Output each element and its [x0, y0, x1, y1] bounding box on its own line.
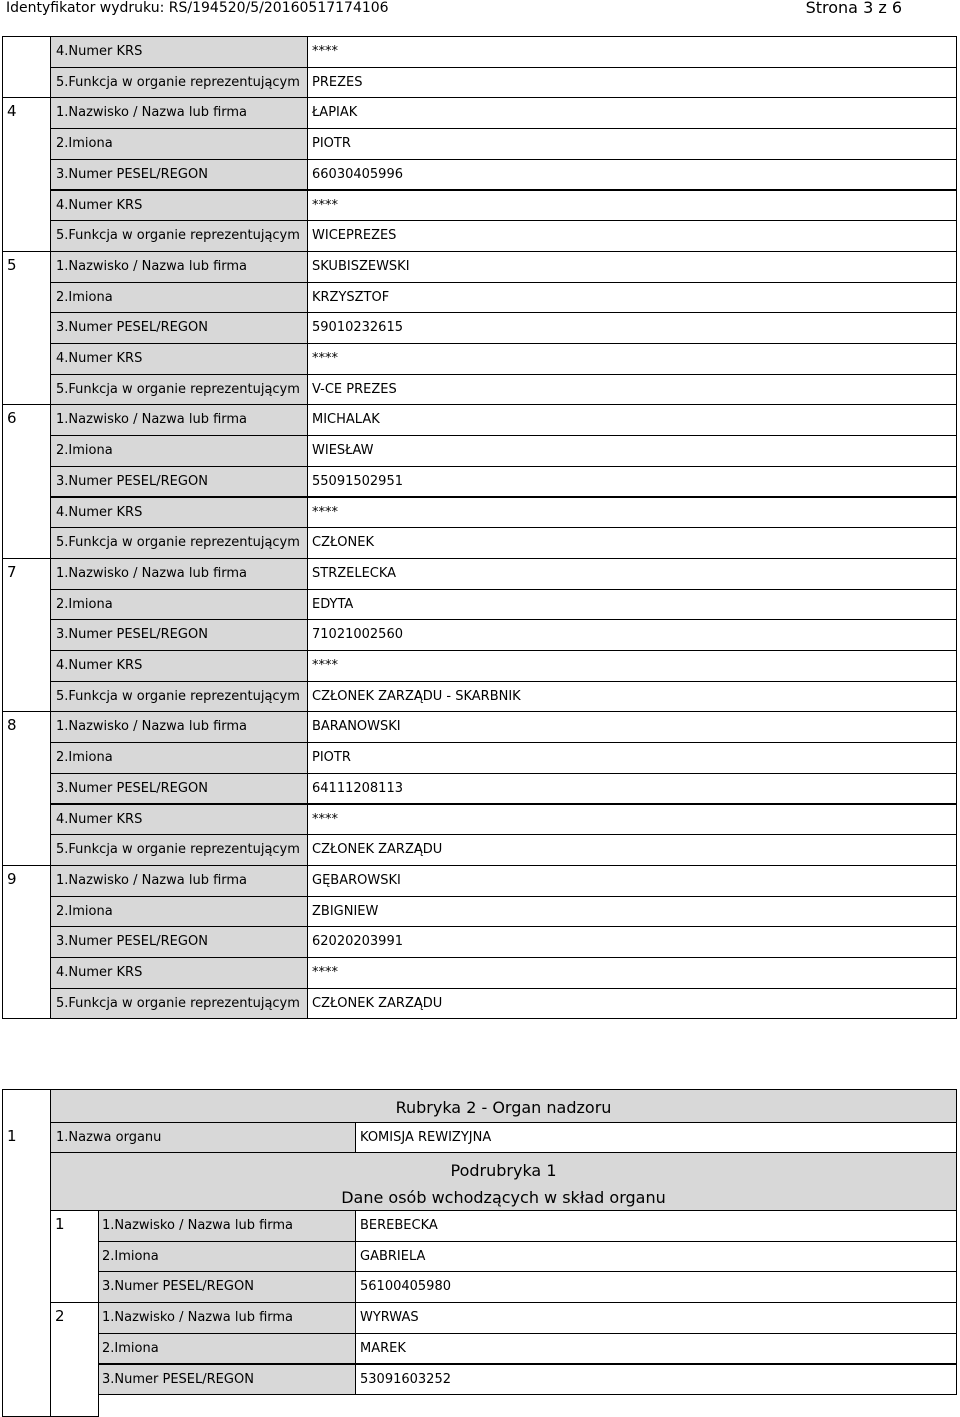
- field-value: PIOTR: [312, 750, 351, 766]
- field-label: 2.Imiona: [56, 596, 113, 612]
- field-value-cell: [307, 957, 957, 989]
- field-value-cell: [307, 804, 957, 836]
- field-value-cell: [307, 282, 957, 314]
- page-number: Strona 3 z 6: [805, 0, 902, 17]
- field-value: ŁAPIAK: [312, 105, 358, 121]
- field-value: ****: [312, 44, 338, 59]
- field-value-cell: [307, 558, 957, 590]
- field-label: 5.Funkcja w organie reprezentującym: [56, 688, 300, 704]
- field-label: 1.Nazwisko / Nazwa lub firma: [56, 105, 248, 121]
- field-value-cell: [307, 926, 957, 958]
- member-field-label: 1.Nazwisko / Nazwa lub firma: [102, 1310, 294, 1326]
- field-value-cell: [307, 527, 957, 559]
- field-value-cell: [307, 159, 957, 191]
- field-value: ZBIGNIEW: [312, 903, 379, 919]
- person-number: 4: [7, 102, 17, 121]
- member-separator: [50, 1302, 99, 1303]
- field-label: 1.Nazwisko / Nazwa lub firma: [56, 258, 248, 274]
- field-label: 1.Nazwisko / Nazwa lub firma: [56, 565, 248, 581]
- field-value: CZŁONEK ZARZĄDU: [312, 842, 443, 858]
- field-value-cell: [307, 190, 957, 222]
- field-value-cell: [307, 67, 957, 99]
- field-label: 2.Imiona: [56, 903, 113, 919]
- field-value-cell: [307, 97, 957, 129]
- field-label: 3.Numer PESEL/REGON: [56, 934, 208, 950]
- person-number: 7: [7, 562, 17, 581]
- field-value: ****: [312, 197, 338, 213]
- rubryka-entry-number: 1: [7, 1127, 17, 1145]
- member-field-label: 2.Imiona: [102, 1340, 159, 1356]
- person-separator: [2, 404, 51, 405]
- member-value-cell: [355, 1302, 957, 1334]
- field-value-cell: [307, 36, 957, 68]
- field-label: 3.Numer PESEL/REGON: [56, 473, 208, 489]
- field-label: 1.Nazwisko / Nazwa lub firma: [56, 412, 248, 428]
- member-field-value: MAREK: [360, 1340, 406, 1356]
- field-label: 4.Numer KRS: [56, 197, 143, 213]
- field-value: CZŁONEK: [312, 535, 374, 551]
- field-value: V-CE PREZES: [312, 381, 397, 397]
- field-value: ****: [312, 965, 338, 980]
- organ-value: KOMISJA REWIZYJNA: [360, 1130, 492, 1145]
- person-separator: [2, 711, 51, 712]
- field-label: 5.Funkcja w organie reprezentującym: [56, 995, 300, 1011]
- person-separator: [2, 251, 51, 252]
- member-field-value: GABRIELA: [360, 1248, 426, 1264]
- person-number: 6: [7, 409, 17, 428]
- person-separator: [2, 97, 51, 98]
- member-field-value: 53091603252: [360, 1371, 451, 1387]
- podrubryka-title-cell: [50, 1152, 957, 1211]
- member-field-label: 1.Nazwisko / Nazwa lub firma: [102, 1218, 294, 1233]
- field-label: 2.Imiona: [56, 443, 113, 459]
- field-value-cell: [307, 220, 957, 252]
- field-label: 2.Imiona: [56, 289, 113, 305]
- field-label: 3.Numer PESEL/REGON: [56, 627, 208, 643]
- member-field-value: 56100405980: [360, 1279, 451, 1295]
- podrubryka-title: Podrubryka 1: [450, 1161, 557, 1180]
- field-value-cell: [307, 497, 957, 529]
- field-label: 1.Nazwisko / Nazwa lub firma: [56, 872, 248, 888]
- field-value-cell: [307, 773, 957, 805]
- field-value: 64111208113: [312, 780, 403, 796]
- field-label: 5.Funkcja w organie reprezentującym: [56, 228, 300, 244]
- field-value: WICEPREZES: [312, 228, 397, 244]
- field-value-cell: [307, 865, 957, 897]
- person-number: 9: [7, 869, 17, 888]
- field-label: 4.Numer KRS: [56, 44, 143, 59]
- field-label: 4.Numer KRS: [56, 965, 143, 980]
- field-value: PREZES: [312, 74, 363, 90]
- member-field-value: BEREBECKA: [360, 1218, 438, 1233]
- member-value-cell: [355, 1241, 957, 1273]
- person-number: 8: [7, 716, 17, 735]
- field-value: 66030405996: [312, 166, 403, 182]
- field-value-cell: [307, 312, 957, 344]
- podrubryka-subtitle: Dane osób wchodzących w skład organu: [341, 1188, 666, 1207]
- member-number: 2: [55, 1307, 65, 1326]
- field-value: CZŁONEK ZARZĄDU: [312, 995, 443, 1011]
- field-value: ****: [312, 811, 338, 827]
- field-value: 59010232615: [312, 320, 403, 336]
- field-value-cell: [307, 619, 957, 651]
- field-value-cell: [307, 650, 957, 682]
- field-value: KRZYSZTOF: [312, 289, 390, 305]
- field-value-cell: [307, 435, 957, 467]
- field-label: 3.Numer PESEL/REGON: [56, 780, 208, 796]
- print-identifier: Identyfikator wydruku: RS/194520/5/20160517174106: [6, 0, 389, 16]
- field-value: STRZELECKA: [312, 565, 397, 581]
- field-value-cell: [307, 589, 957, 621]
- field-label: 4.Numer KRS: [56, 658, 143, 673]
- field-label: 5.Funkcja w organie reprezentującym: [56, 535, 300, 551]
- rubryka-title-cell: [50, 1089, 957, 1123]
- field-label: 3.Numer PESEL/REGON: [56, 166, 208, 182]
- field-value-cell: [307, 711, 957, 743]
- member-number: 1: [55, 1215, 65, 1233]
- field-label: 5.Funkcja w organie reprezentującym: [56, 381, 300, 397]
- field-value: ****: [312, 351, 338, 366]
- field-value-cell: [307, 404, 957, 436]
- member-value-cell: [355, 1210, 957, 1242]
- field-label: 1.Nazwisko / Nazwa lub firma: [56, 719, 248, 735]
- field-label: 2.Imiona: [56, 750, 113, 766]
- field-value: BARANOWSKI: [312, 719, 401, 735]
- field-value: EDYTA: [312, 596, 354, 612]
- field-value-cell: [307, 128, 957, 160]
- member-field-label: 3.Numer PESEL/REGON: [102, 1371, 254, 1387]
- field-value: SKUBISZEWSKI: [312, 258, 410, 274]
- member-field-label: 2.Imiona: [102, 1248, 159, 1264]
- person-separator: [2, 558, 51, 559]
- field-label: 4.Numer KRS: [56, 811, 143, 827]
- field-label: 4.Numer KRS: [56, 504, 143, 520]
- field-value: 62020203991: [312, 934, 403, 950]
- field-value: 71021002560: [312, 627, 403, 643]
- field-value: WIESŁAW: [312, 443, 374, 459]
- field-label: 5.Funkcja w organie reprezentującym: [56, 842, 300, 858]
- person-separator: [2, 865, 51, 866]
- member-field-value: WYRWAS: [360, 1310, 419, 1326]
- field-value-cell: [307, 466, 957, 498]
- member-value-cell: [355, 1333, 957, 1365]
- person-number: 5: [7, 255, 17, 274]
- field-value: ****: [312, 658, 338, 673]
- field-value: CZŁONEK ZARZĄDU - SKARBNIK: [312, 688, 521, 704]
- field-label: 4.Numer KRS: [56, 351, 143, 366]
- field-value-cell: [307, 896, 957, 928]
- field-label: 3.Numer PESEL/REGON: [56, 320, 208, 336]
- organ-label: 1.Nazwa organu: [56, 1130, 162, 1145]
- field-value: ****: [312, 504, 338, 520]
- rubryka-title: Rubryka 2 - Organ nadzoru: [395, 1098, 612, 1117]
- field-value: PIOTR: [312, 136, 351, 152]
- field-value: MICHALAK: [312, 412, 380, 428]
- field-value-cell: [307, 742, 957, 774]
- field-value-cell: [307, 374, 957, 406]
- field-value-cell: [307, 343, 957, 375]
- field-label: 5.Funkcja w organie reprezentującym: [56, 74, 300, 90]
- member-field-label: 3.Numer PESEL/REGON: [102, 1279, 254, 1295]
- field-value: GĘBAROWSKI: [312, 872, 401, 888]
- page-header: [0, 0, 960, 18]
- field-label: 2.Imiona: [56, 136, 113, 152]
- field-value: 55091502951: [312, 473, 403, 489]
